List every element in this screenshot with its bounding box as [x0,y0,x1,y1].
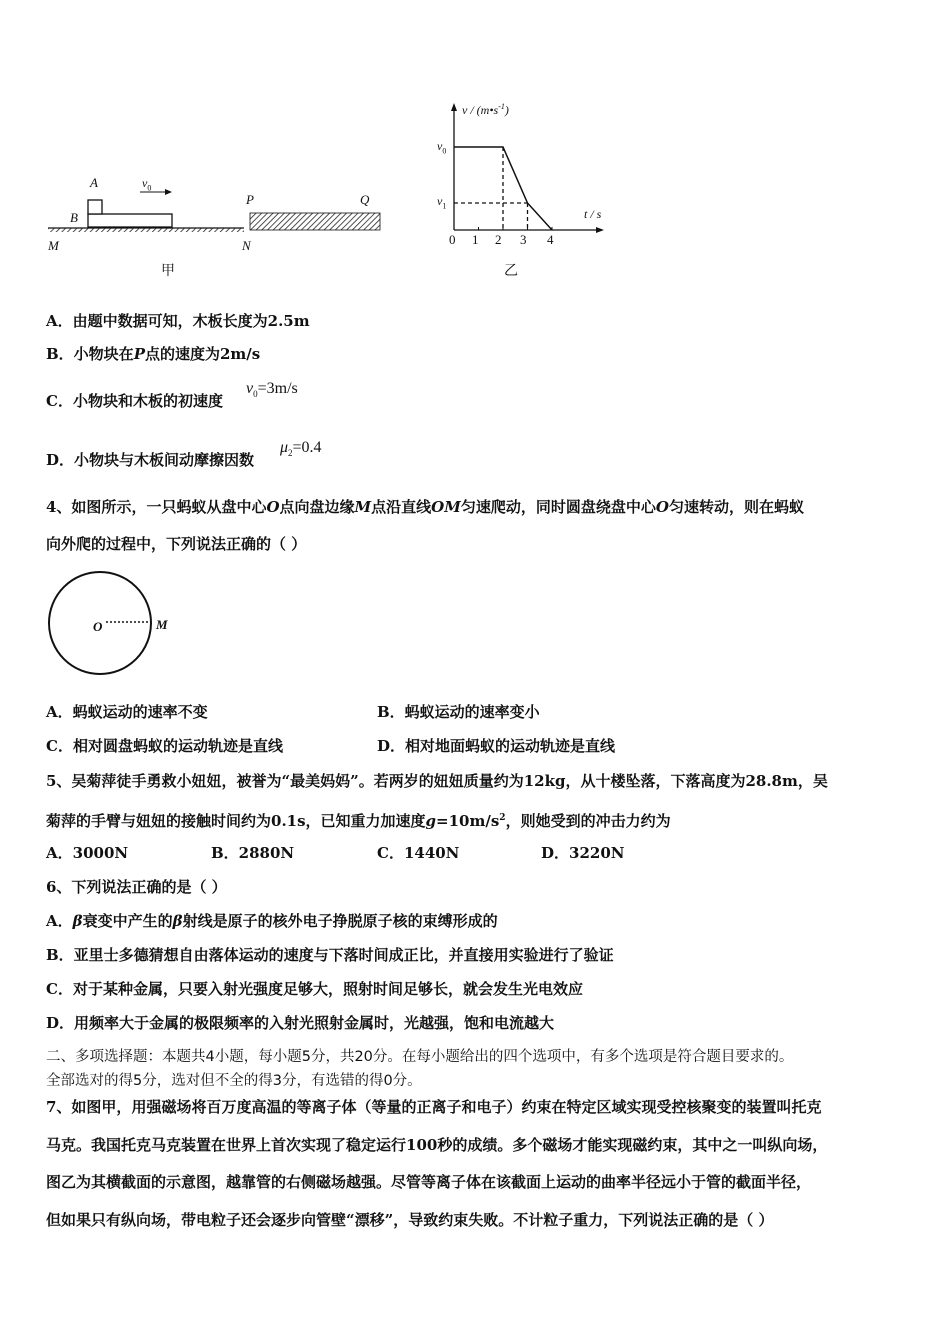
q3-option-d-math: $\mu_2=0.4$ [280,439,322,459]
disk-figure [44,570,174,680]
q4-option-a: A．蚂蚁运动的速率不变 [46,703,208,721]
q7-stem-line2: 马克。我国托克马克装置在世界上首次实现了稳定运行100秒的成绩。多个磁场才能实现磁约束，其中之一叫纵向场， [46,1136,828,1154]
q7-stem-line1: 7、如图甲，用强磁场将百万度高温的等离子体（等量的正离子和电子）约束在特定区域实现受控核聚变的装置叫托克 [46,1098,822,1116]
q5-option-a: A．3000N [46,844,129,862]
q5-stem-line1: 5、吴菊萍徒手勇救小妞妞，被誉为“最美妈妈”。若两岁的妞妞质量约为12kg，从十楼坠落，下落高度为28.8m，吴 [46,772,828,790]
x-axis-arrow [596,227,604,233]
x-tick-0: 0 [449,232,456,247]
q7-stem-line4: 但如果只有纵向场，带电粒子还会逐步向管壁“漂移”，导致约束失败。不计粒子重力，下列说法正确的是（ ） [46,1211,774,1229]
v0-arrowhead [165,189,172,195]
q7-stem-line3: 图乙为其横截面的示意图，越靠管的右侧磁场越强。尽管等离子体在该截面上运动的曲率半径远小于管的截面半径， [46,1173,812,1191]
q4-option-b: B．蚂蚁运动的速率变小 [377,703,540,721]
x-axis-label: t / s [584,207,602,221]
q6-option-a: A．β衰变中产生的β射线是原子的核外电子挣脱原子核的束缚形成的 [46,912,498,930]
q6-stem: 6、下列说法正确的是（ ） [46,878,227,896]
q5-option-c: C．1440N [377,844,460,862]
disk-label-m: M [156,617,168,632]
label-v0: $v_0$ [142,176,152,193]
label-b: B [70,210,78,225]
block-a [88,200,102,214]
q3-option-a: A．由题中数据可知，木板长度为2.5m [46,312,310,330]
board-b [88,214,172,227]
x-tick-4: 4 [547,232,554,247]
caption-yi: 乙 [504,263,518,279]
q3-option-c: C．小物块和木板的初速度 [46,392,223,410]
y-axis-label: v / $(m•s^{-1})$ [462,102,509,117]
caption-jia: 甲 [161,263,175,279]
rough-surface-pq [250,213,380,230]
q5-option-d: D．3220N [541,844,625,862]
label-a: A [90,175,98,190]
q5-stem-line2: 菊萍的手臂与妞妞的接触时间约为0.1s，已知重力加速度$g=10m/s^2$，则她受到的冲击力约为 [46,812,671,830]
q6-option-b: B．亚里士多德猜想自由落体运动的速度与下落时间成正比，并直接用实验进行了验证 [46,946,614,964]
q3-option-b: B．小物块在P点的速度为2m/s [46,345,261,363]
q5-option-b: B．2880N [211,844,295,862]
x-tick-2: 2 [495,232,502,247]
label-p: P [246,192,254,207]
q4-option-d: D．相对地面蚂蚁的运动轨迹是直线 [377,737,616,755]
ground-left-hatch [48,228,244,232]
y-axis-arrow [451,103,457,111]
q3-option-d: D．小物块与木板间动摩擦因数 [46,451,255,469]
x-tick-3: 3 [520,232,527,247]
vt-graph [430,95,620,250]
label-q: Q [360,192,370,207]
q6-option-c: C．对于某种金属，只要入射光强度足够大，照射时间足够长，就会发生光电效应 [46,980,583,998]
section2-line2: 全部选对的得5分，选对但不全的得3分，有选错的得0分。 [46,1073,422,1089]
disk-label-o: O [93,619,103,634]
q6-option-d: D．用频率大于金属的极限频率的入射光照射金属时，光越强，饱和电流越大 [46,1014,555,1032]
v0-tick-label: $v_0$ [437,139,447,156]
q4-option-c: C．相对圆盘蚂蚁的运动轨迹是直线 [46,737,283,755]
x-tick-1: 1 [472,232,479,247]
section2-line1: 二、多项选择题：本题共4小题，每小题5分，共20分。在每小题给出的四个选项中，有多个选项是符合题目要求的。 [46,1049,794,1065]
q4-stem-line1: 4、如图所示，一只蚂蚁从盘中心O点向盘边缘M点沿直线OM匀速爬动，同时圆盘绕盘中心O匀速转动，则在蚂蚁 [46,498,804,516]
v1-tick-label: $v_1$ [437,194,447,211]
label-m: M [48,238,59,253]
q3-option-c-math: $v_0=3m/s$ [246,380,298,400]
q4-stem-line2: 向外爬的过程中，下列说法正确的（ ） [46,535,307,553]
label-n: N [242,238,251,253]
